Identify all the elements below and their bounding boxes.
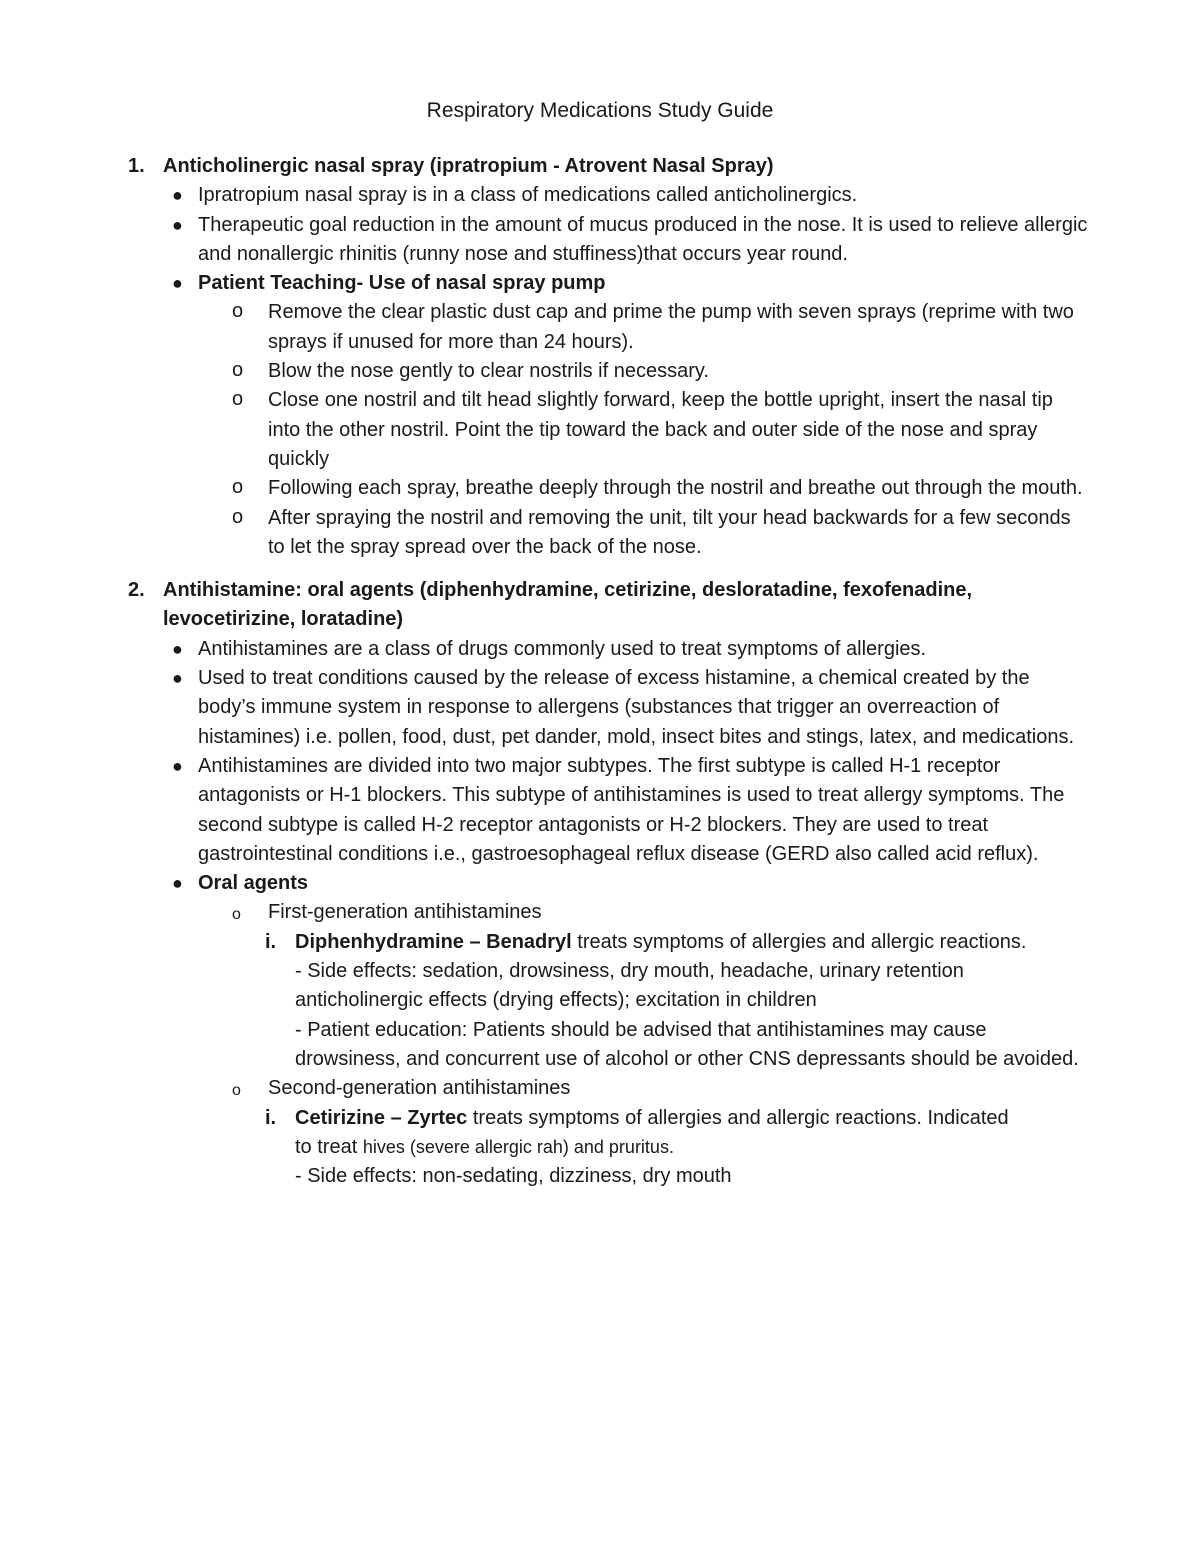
roman-numeral: i. bbox=[265, 1106, 277, 1129]
bullet-icon: ● bbox=[172, 214, 183, 235]
step-text: Following each spray, breathe deeply through the nostril and breathe out through the mouth. bbox=[268, 477, 1083, 500]
section-title: Anticholinergic nasal spray (ipratropium - Atrovent Nasal Spray) bbox=[163, 155, 774, 177]
generation-label: First-generation antihistamines bbox=[268, 901, 542, 924]
bullet-icon: ● bbox=[172, 638, 183, 659]
drug-entry bbox=[128, 1104, 1088, 1133]
roman-numeral: i. bbox=[265, 930, 277, 953]
section-number: 2. bbox=[128, 579, 145, 602]
bullet-text: Used to treat conditions caused by the release of excess histamine, a chemical created by the body’s immune system in response to allergens (substances that trigger an overreaction of histamines) i.e. pollen, food, dust, pet dander, mold, insect bites and stings, latex, and medications. bbox=[198, 667, 1075, 748]
step-text: Blow the nose gently to clear nostrils if necessary. bbox=[268, 360, 709, 383]
drug-description: treats symptoms of allergies and allergic reactions. Indicated bbox=[467, 1106, 1009, 1129]
oral-agents-heading: Oral agents bbox=[198, 872, 309, 895]
drug-name: Cetirizine – Zyrtec bbox=[295, 1106, 468, 1129]
drug-entry bbox=[128, 928, 1088, 957]
circle-bullet-icon: o bbox=[232, 906, 241, 924]
side-effects: - Side effects: non-sedating, dizziness, dry mouth bbox=[295, 1165, 732, 1188]
patient-education: - Patient education: Patients should be advised that antihistamines may cause drowsiness, and concurrent use of alcohol or other CNS depressants should be avoided. bbox=[295, 1018, 1079, 1070]
section-title: Antihistamine: oral agents (diphenhydramine, cetirizine, desloratadine, fexofenadine, levocetirizine, loratadine) bbox=[163, 579, 973, 631]
list-item bbox=[128, 635, 1088, 664]
section-heading bbox=[128, 152, 1088, 181]
bullet-icon: ● bbox=[172, 755, 183, 776]
bullet-icon: ● bbox=[172, 185, 183, 206]
step-text: After spraying the nostril and removing the unit, tilt your head backwards for a few seconds to let the spray spread over the back of the nose. bbox=[268, 506, 1071, 558]
list-item bbox=[128, 269, 1088, 298]
circle-bullet-icon: o bbox=[232, 1082, 241, 1100]
list-item bbox=[128, 898, 1088, 927]
teaching-heading: Patient Teaching- Use of nasal spray pump bbox=[198, 272, 606, 295]
side-effects: - Side effects: sedation, drowsiness, dry mouth, headache, urinary retention anticholinergic effects (drying effects); excitation in children bbox=[295, 960, 964, 1012]
bullet-text: Therapeutic goal reduction in the amount of mucus produced in the nose. It is used to relieve allergic and nonallergic rhinitis (runny nose and stuffiness)that occurs year round. bbox=[198, 213, 1088, 265]
list-item bbox=[128, 752, 1088, 869]
bullet-text: Ipratropium nasal spray is in a class of medications called anticholinergics. bbox=[198, 184, 858, 207]
list-item bbox=[128, 1074, 1088, 1103]
circle-bullet-icon: o bbox=[232, 388, 244, 411]
section-heading bbox=[128, 576, 1088, 635]
bullet-icon: ● bbox=[172, 273, 183, 294]
list-item bbox=[128, 181, 1088, 210]
generation-label: Second-generation antihistamines bbox=[268, 1077, 571, 1100]
list-item bbox=[128, 211, 1088, 270]
step-text: Remove the clear plastic dust cap and prime the pump with seven sprays (reprime with two sprays if unused for more than 24 hours). bbox=[268, 301, 1074, 353]
drug-indication bbox=[128, 1133, 1088, 1162]
drug-name: Diphenhydramine – Benadryl bbox=[295, 930, 572, 953]
list-item bbox=[128, 474, 1088, 503]
indication-detail: hives (severe allergic rah) and pruritus. bbox=[362, 1136, 674, 1157]
list-item bbox=[128, 298, 1088, 357]
circle-bullet-icon: o bbox=[232, 476, 244, 499]
indication-text: to treat bbox=[295, 1135, 363, 1158]
list-item bbox=[128, 386, 1088, 474]
list-item bbox=[128, 504, 1088, 563]
bullet-icon: ● bbox=[172, 668, 183, 689]
list-item bbox=[128, 869, 1088, 898]
list-item bbox=[128, 357, 1088, 386]
circle-bullet-icon: o bbox=[232, 359, 244, 382]
bullet-icon: ● bbox=[172, 873, 183, 894]
list-item bbox=[128, 664, 1088, 752]
circle-bullet-icon: o bbox=[232, 505, 244, 528]
step-text: Close one nostril and tilt head slightly forward, keep the bottle upright, insert the nasal tip into the other nostril. Point the tip toward the back and outer side of the nose and spray quickly bbox=[268, 389, 1053, 470]
document-title: Respiratory Medications Study Guide bbox=[426, 99, 774, 122]
section-number: 1. bbox=[128, 155, 145, 177]
bullet-text: Antihistamines are divided into two major subtypes. The first subtype is called H-1 receptor antagonists or H-1 blockers. This subtype of antihistamines is used to treat allergy symptoms. The second subtype is called H-2 receptor antagonists or H-2 blockers. They are used to treat gastrointestinal conditions i.e., gastroesophageal reflux disease (GERD also called acid reflux). bbox=[198, 754, 1065, 865]
bullet-text: Antihistamines are a class of drugs commonly used to treat symptoms of allergies. bbox=[198, 637, 927, 660]
circle-bullet-icon: o bbox=[232, 300, 244, 323]
drug-description: treats symptoms of allergies and allergic reactions. bbox=[571, 930, 1027, 953]
document-body bbox=[128, 152, 1088, 1191]
